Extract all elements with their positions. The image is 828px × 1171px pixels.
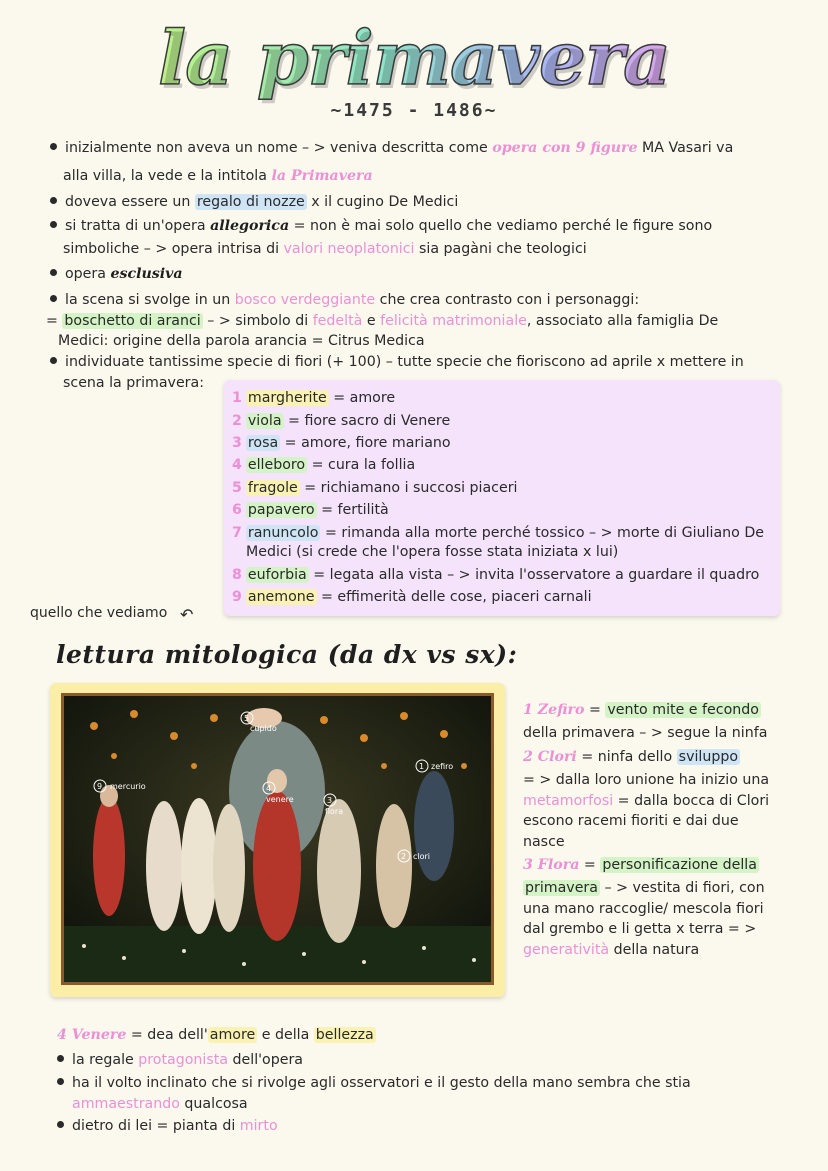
- flowers-list: [224, 380, 780, 616]
- venere-line-4: dietro di lei = pianta di mirto: [57, 1116, 278, 1136]
- intro-line-10: individuate tantissime specie di fiori (+ 100) – tutte specie che fioriscono ad aprile x mettere in: [50, 352, 744, 372]
- clori-line-1: 2 Clori = ninfa dello sviluppo: [523, 749, 739, 765]
- label-zefiro: zefiro: [431, 762, 454, 771]
- intro-line-11: scena la primavera:: [63, 375, 204, 391]
- bullet-icon: [50, 143, 57, 150]
- flora-line-1: 3 Flora = personificazione della: [523, 857, 757, 873]
- label-clori: clori: [413, 852, 431, 861]
- flora-line-5: generatività della natura: [523, 942, 700, 958]
- label-venere: venere: [266, 795, 294, 804]
- flora-line-3: una mano raccoglie/ mescola fiori: [523, 901, 764, 917]
- svg-text:3: 3: [327, 796, 333, 805]
- clori-line-2: = > dalla loro unione ha inizio una: [523, 772, 770, 788]
- bullet-icon: [50, 221, 57, 228]
- flower-item-continued: Medici (si crede che l'opera fosse stata iniziata x lui): [246, 544, 619, 560]
- flower-item: 4 elleboro = cura la follia: [232, 457, 416, 473]
- page-title: la primavera: [0, 14, 828, 104]
- flower-item: 2 viola = fiore sacro di Venere: [232, 413, 451, 429]
- flora-line-4: dal grembo e li getta x terra = >: [523, 921, 757, 937]
- intro-line-9: Medici: origine della parola arancia = Citrus Medica: [58, 333, 425, 349]
- intro-line-7: la scena si svolge in un bosco verdeggiante che crea contrasto con i personaggi:: [50, 290, 639, 310]
- label-flora: flora: [325, 807, 344, 816]
- flower-item: 1 margherite = amore: [232, 390, 396, 406]
- svg-text:4: 4: [266, 784, 272, 793]
- bullet-icon: [50, 269, 57, 276]
- venere-line-1: la regale protagonista dell'opera: [57, 1050, 303, 1070]
- painting-frame: [50, 683, 505, 997]
- intro-line-3: doveva essere un regalo di nozze x il cugino De Medici: [50, 192, 458, 212]
- bullet-icon: [57, 1078, 64, 1085]
- venere-line-2: ha il volto inclinato che si rivolge agli osservatori e il gesto della mano sembra che stia: [57, 1073, 691, 1093]
- intro-line-8: = boschetto di aranci – > simbolo di fedeltà e felicità matrimoniale, associato alla famiglia De: [46, 313, 719, 329]
- intro-line-1: inizialmente non aveva un nome – > veniva descritta come opera con 9 figure MA Vasari va: [50, 138, 733, 158]
- clori-line-3: metamorfosi = dalla bocca di Clori: [523, 793, 770, 809]
- intro-line-5: simboliche – > opera intrisa di valori neoplatonici sia pagàni che teologici: [63, 241, 587, 257]
- zefiro-line-1: 1 Zefiro = vento mite e fecondo: [523, 702, 759, 718]
- flower-item: 8 euforbia = legata alla vista – > invita l'osservatore a guardare il quadro: [232, 567, 760, 583]
- svg-text:2: 2: [401, 852, 407, 861]
- bullet-icon: [50, 197, 57, 204]
- bullet-icon: [50, 295, 57, 302]
- flora-line-2: primavera – > vestita di fiori, con: [525, 880, 765, 896]
- dates: ~1475 - 1486~: [330, 100, 498, 121]
- label-cupido: cupido: [250, 724, 277, 733]
- section-heading: lettura mitologica (da dx vs sx):: [56, 640, 518, 669]
- flower-item: 3 rosa = amore, fiore mariano: [232, 435, 451, 451]
- zefiro-line-2: della primavera – > segue la ninfa: [523, 725, 768, 741]
- flower-item: 9 anemone = effimerità delle cose, piaceri carnali: [232, 589, 592, 605]
- label-mercurio: mercurio: [110, 782, 146, 791]
- clori-line-5: nasce: [523, 834, 565, 850]
- intro-line-2: alla villa, la vede e la intitola la Primavera: [63, 168, 373, 184]
- venere-heading: 4 Venere = dea dell' amore e della bellezza: [57, 1027, 374, 1043]
- flower-item: 6 papavero = fertilità: [232, 502, 389, 518]
- bullet-icon: [57, 1121, 64, 1128]
- flower-item: 5 fragole = richiamano i succosi piaceri: [232, 480, 518, 496]
- clori-line-4: escono racemi fioriti e dai due: [523, 813, 739, 829]
- svg-text:9: 9: [97, 782, 103, 791]
- svg-text:5: 5: [244, 714, 250, 723]
- curved-arrow-icon: ↶: [180, 605, 194, 624]
- flower-item: 7 ranuncolo = rimanda alla morte perché tossico – > morte di Giuliano De: [232, 525, 764, 541]
- bullet-icon: [50, 357, 57, 364]
- venere-line-3: ammaestrando qualcosa: [72, 1096, 248, 1112]
- side-note: quello che vediamo: [30, 605, 168, 621]
- bullet-icon: [57, 1055, 64, 1062]
- intro-line-4: si tratta di un'opera allegorica = non è mai solo quello che vediamo perché le figure sono: [50, 216, 712, 236]
- primavera-painting: [61, 693, 494, 985]
- svg-text:1: 1: [419, 762, 425, 771]
- intro-line-6: opera esclusiva: [50, 264, 183, 284]
